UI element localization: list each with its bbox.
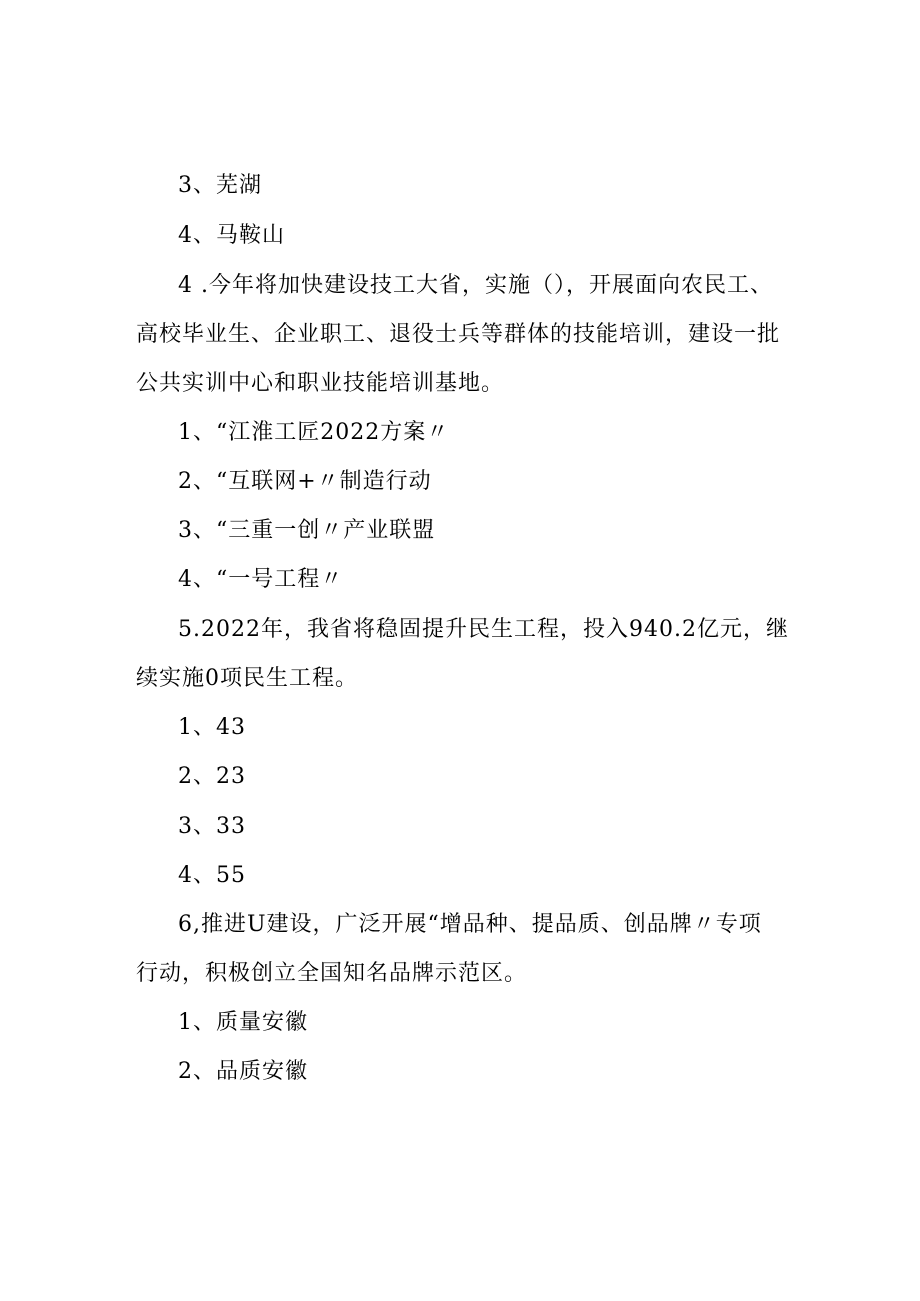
question-5-option-3: 3、33 (178, 814, 246, 839)
question-5-option-4: 4、55 (178, 863, 246, 888)
question-4-line-2: 高校毕业生、企业职工、退役士兵等群体的技能培训，建设一批 (136, 322, 781, 347)
question-4-option-4: 4、“一号工程〃 (178, 567, 344, 592)
question-4-option-2: 2、“互联网+〃制造行动 (178, 469, 432, 494)
question-6-line-1: 6,推进U建设，广泛开展“增品种、提品质、创品牌〃专项 (178, 912, 762, 937)
question-4-line-3: 公共实训中心和职业技能培训基地。 (136, 371, 505, 396)
option-3-wuhu: 3、芜湖 (178, 173, 262, 198)
option-4-maanshan: 4、马鞍山 (178, 223, 285, 248)
question-5-option-1: 1、43 (178, 715, 246, 740)
question-5-line-1: 5.2022年，我省将稳固提升民生工程，投入940.2亿元，继 (178, 617, 789, 642)
question-5-option-2: 2、23 (178, 764, 246, 789)
question-5-line-2: 续实施0项民生工程。 (136, 666, 358, 691)
question-6-line-2: 行动，积极创立全国知名品牌示范区。 (136, 961, 528, 986)
question-6-option-1: 1、质量安徽 (178, 1010, 308, 1035)
question-4-option-1: 1、“江淮工匠2022方案〃 (178, 420, 450, 445)
question-4-option-3: 3、“三重一创〃产业联盟 (178, 518, 436, 543)
question-6-option-2: 2、品质安徽 (178, 1059, 308, 1084)
question-4-line-1: 4 .今年将加快建设技工大省，实施（），开展面向农民工、 (178, 273, 773, 298)
